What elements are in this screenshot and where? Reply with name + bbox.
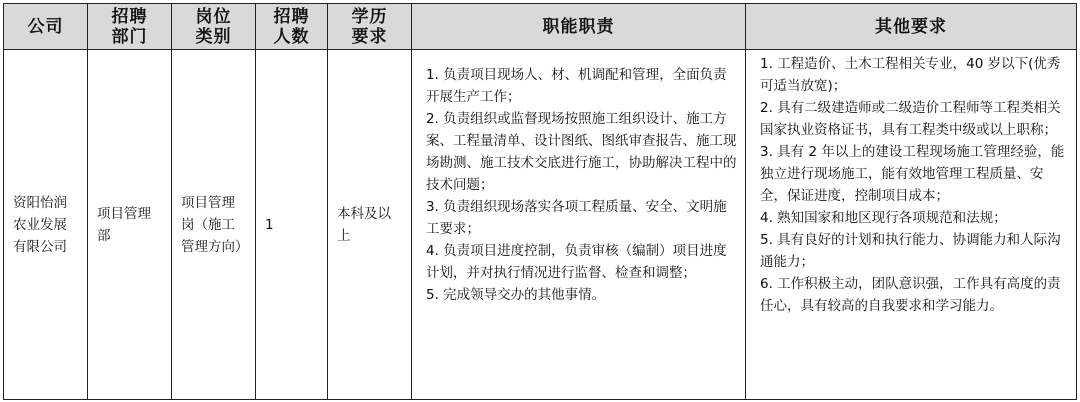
cell-requirements [746, 50, 1077, 400]
header-requirements: 其他要求 [746, 4, 1077, 50]
duty-item: 1. 负责项目现场人、材、机调配和管理，全面负责开展生产工作； [426, 67, 727, 105]
cell-education: 本科及以上 [328, 50, 412, 400]
header-education: 学历 要求 [328, 4, 412, 50]
duty-item: 3. 负责组织现场落实各项工程质量、安全、文明施工要求； [426, 199, 727, 237]
cell-category: 项目管理岗（施工管理方向） [172, 50, 256, 400]
duty-item: 4. 负责项目进度控制，负责审核（编制）项目进度计划，并对执行情况进行监督、检查和调整； [426, 243, 727, 281]
cell-duties [412, 50, 746, 400]
requirement-item: 1. 工程造价、土木工程相关专业，40 岁以下(优秀可适当放宽)； [760, 56, 1061, 94]
duty-item: 2. 负责组织或监督现场按照施工组织设计、施工方案、工程量清单、设计图纸、图纸审查报告、施工现场勘测、施工技术交底进行施工，协助解决工程中的技术问题； [426, 111, 737, 193]
requirement-item: 4. 熟知国家和地区现行各项规范和法规； [760, 210, 1007, 226]
requirement-item: 5. 具有良好的计划和执行能力、协调能力和人际沟通能力； [760, 232, 1061, 270]
header-row [4, 4, 1077, 50]
table-row [4, 50, 1077, 400]
header-dept: 招聘 部门 [88, 4, 172, 50]
header-company: 公司 [4, 4, 88, 50]
cell-company: 资阳怡润农业发展有限公司 [4, 50, 88, 400]
header-category: 岗位 类别 [172, 4, 256, 50]
duty-item: 5. 完成领导交办的其他事情。 [426, 287, 606, 303]
header-count: 招聘 人数 [256, 4, 328, 50]
cell-dept: 项目管理部 [88, 50, 172, 400]
recruitment-table [3, 3, 1077, 400]
requirement-item: 6. 工作积极主动，团队意识强，工作具有高度的责任心，具有较高的自我要求和学习能力。 [760, 276, 1061, 314]
requirement-item: 3. 具有 2 年以上的建设工程现场施工管理经验，能独立进行现场施工，能有效地管理工程质量、安全，保证进度，控制项目成本； [760, 144, 1065, 204]
cell-count: 1 [256, 50, 328, 400]
header-duties: 职能职责 [412, 4, 746, 50]
requirement-item: 2. 具有二级建造师或二级造价工程师等工程类相关国家执业资格证书，具有工程类中级或以上职称； [760, 100, 1061, 138]
